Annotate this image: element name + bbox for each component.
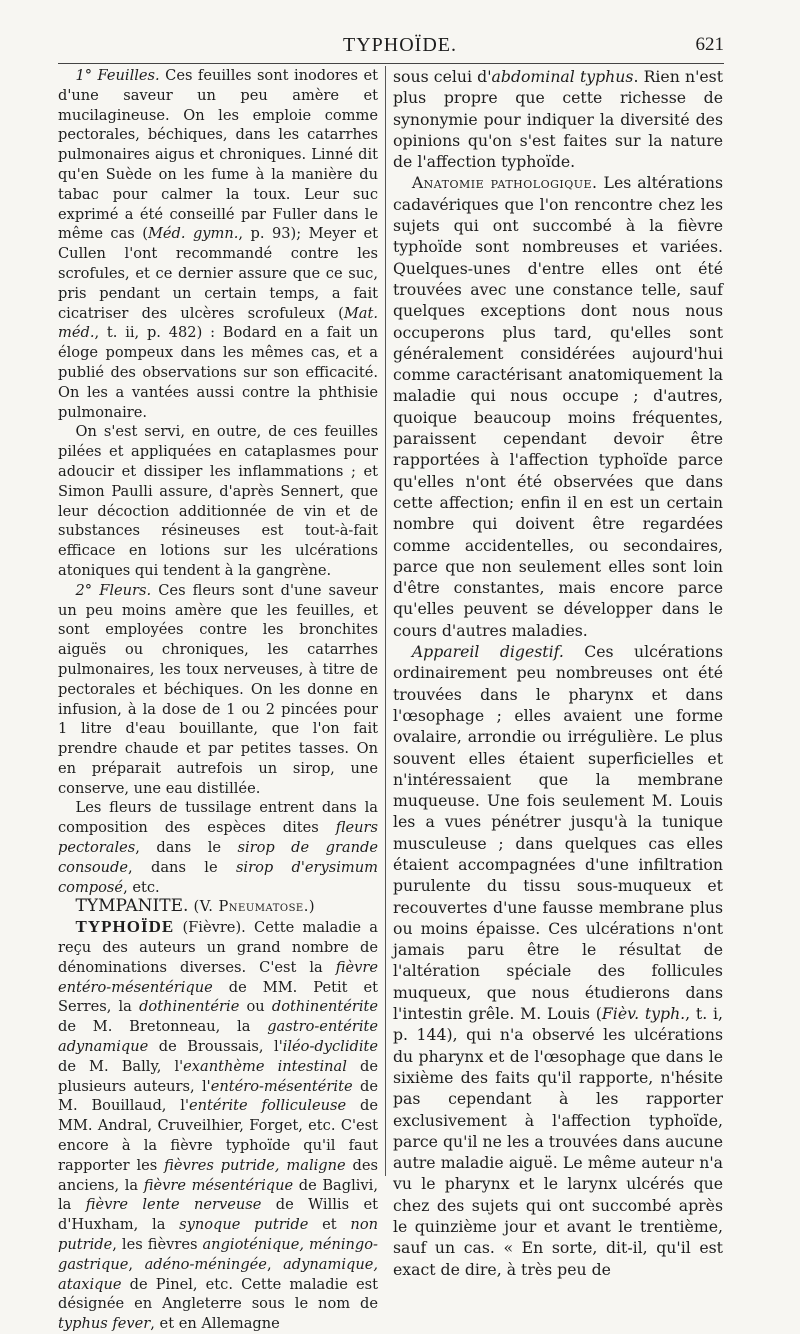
- paragraph-feuilles: 1° Feuilles. Ces feuilles sont inodores et d'une saveur un peu amère et mucilagineuse. On les emploie comme pectorales, béchiques, dans les catarrhes pulmonaires aigus et chroniques. Linné dit qu'en Suède on les fume à la manière du tabac pour calmer la toux. Leur suc exprimé a été conseillé par Fuller dans le même cas (Méd. gymn., p. 93); Meyer et Cullen l'ont recommandé contre les scrofules, et ce dernier assure que ce suc, pris pendant un certain temps, a fait cicatriser des ulcères scrofuleux (Mat. méd., t. ii, p. 482) : Bodard en a fait un éloge pompeux dans les mêmes cas, et a publié des observations sur son efficacité. On les a vantées aussi contre la phthisie pulmonaire.: [58, 67, 378, 421]
- column-divider: [385, 66, 386, 1176]
- page-number: 621: [695, 34, 724, 55]
- right-column: [393, 66, 724, 1279]
- paragraph-fleurs: 2° Fleurs. Ces fleurs sont d'une saveur un peu moins amère que les feuilles, et sont employées contre les bronchites aiguës ou chroniques, les catarrhes pulmonaires, les toux nerveuses, à titre de pectorales et béchiques. On les donne en infusion, à la dose de 1 ou 2 pincées pour 1 litre d'eau bouillante, que l'on fait prendre chaude et par petites tasses. On en préparait autrefois un sirop, une conserve, une eau distillée.: [58, 581, 379, 797]
- paragraph-cataplasmes: On s'est servi, en outre, de ces feuilles pilées et appliquées en cataplasmes pour adoucir et dissiper les inflammations ; et Simon Paulli assure, d'après Sennert, que leur décoction additionnée de vin et de substances résineuses est tout-à-fait efficace en lotions sur les ulcérations atoniques qui tendent à la gangrène.: [58, 423, 378, 579]
- paragraph-anatomie-pathologique: Anatomie pathologique. Les altérations cadavériques que l'on rencontre chez les sujets qui ont succombé à la fièvre typhoïde sont nombreuses et variées. Quelques-unes d'entre elles ont été trouvées avec une constance telle, sauf quelques exceptions dont nous nous occuperons plus tard, qu'elles sont généralement considérées aujourd'hui comme caractérisant anatomiquement la maladie qui nous occupe ; d'autres, quoique beaucoup moins fréquentes, paraissent cependant devoir être rapportées à l'affection typhoïde parce qu'elles n'ont été observées que dans cette affection; enfin il en est un certain nombre qui doivent être regardées comme accidentelles, ou secondaires, parce que non seulement elles sont loin d'être constantes, mais encore parce qu'elles peuvent se développer dans le cours d'autres maladies.: [393, 173, 723, 640]
- header-rule: [58, 63, 724, 64]
- page-header: [0, 34, 800, 60]
- paragraph-synonymie: sous celui d'abdominal typhus. Rien n'est plus propre que cette richesse de synonymie pour indiquer la diversité des opinions qu'on s'est faites sur la nature de l'affection typhoïde.: [393, 67, 724, 172]
- left-column: [58, 66, 379, 1333]
- entry-tympanite: TYMPANITE. (V. Pneumatose.): [75, 896, 316, 917]
- paragraph-appareil-digestif: Appareil digestif. Ces ulcérations ordinairement peu nombreuses ont été trouvées dans le pharynx et dans l'œsophage ; elles avaient une forme ovalaire, arrondie ou irrégulière. Le plus souvent elles étaient superficielles et n'intéressaient que la membrane muqueuse. Une fois seulement M. Louis les a vues pénétrer jusqu'à la tunique musculeuse ; dans quelques cas elles étaient accompagnées d'une infiltration purulente du tissu sous-muqueux et recouvertes d'une fausse membrane plus ou moins épaisse. Ces ulcérations n'ont jamais paru être le résultat de l'altération spéciale des follicules muqueux, que nous étudierons dans l'intestin grêle. M. Louis (Fièv. typh., t. i, p. 144), qui n'a observé les ulcérations du pharynx et de l'œsophage que dans le sixième des faits qu'il rapporte, n'hésite pas cependant à les rapporter exclusivement à l'affection typhoïde, parce qu'il ne les a trouvées dans aucune autre maladie aiguë. Le même auteur n'a vu le pharynx et le larynx ulcérés que chez des sujets qui ont succombé après le quinzième jour et avant le trentième, sauf un cas. « En sorte, dit-il, qu'il est exact de dire, à très peu de: [393, 642, 724, 1279]
- paragraph-tussilage: Les fleurs de tussilage entrent dans la composition des espèces dites fleurs pectorales, dans le sirop de grande consoude, dans le sirop d'erysimum composé, etc.: [58, 799, 378, 896]
- entry-typhoide: TYPHOÏDE (Fièvre). Cette maladie a reçu des auteurs un grand nombre de dénominations diverses. C'est la fièvre entéro-mésentérique de MM. Petit et Serres, la dothinentérie ou dothinentérite de M. Bretonneau, la gastro-entérite adynamique de Broussais, l'iléo-dyclidite de M. Bally, l'exanthème intestinal de plusieurs auteurs, l'entéro-mésentérite de M. Bouillaud, l'entérite folliculeuse de MM. Andral, Cruveilhier, Forget, etc. C'est encore à la fièvre typhoïde qu'il faut rapporter les fièvres putride, maligne des anciens, la fièvre mésentérique de Baglivi, la fièvre lente nerveuse de Willis et d'Huxham, la synoque putride et non putride, les fièvres angioténique, méningo-gastrique, adéno-méningée, adynamique, ataxique de Pinel, etc. Cette maladie est désignée en Angleterre sous le nom de typhus fever, et en Allemagne: [58, 917, 379, 1333]
- running-title: TYPHOÏDE.: [343, 34, 457, 56]
